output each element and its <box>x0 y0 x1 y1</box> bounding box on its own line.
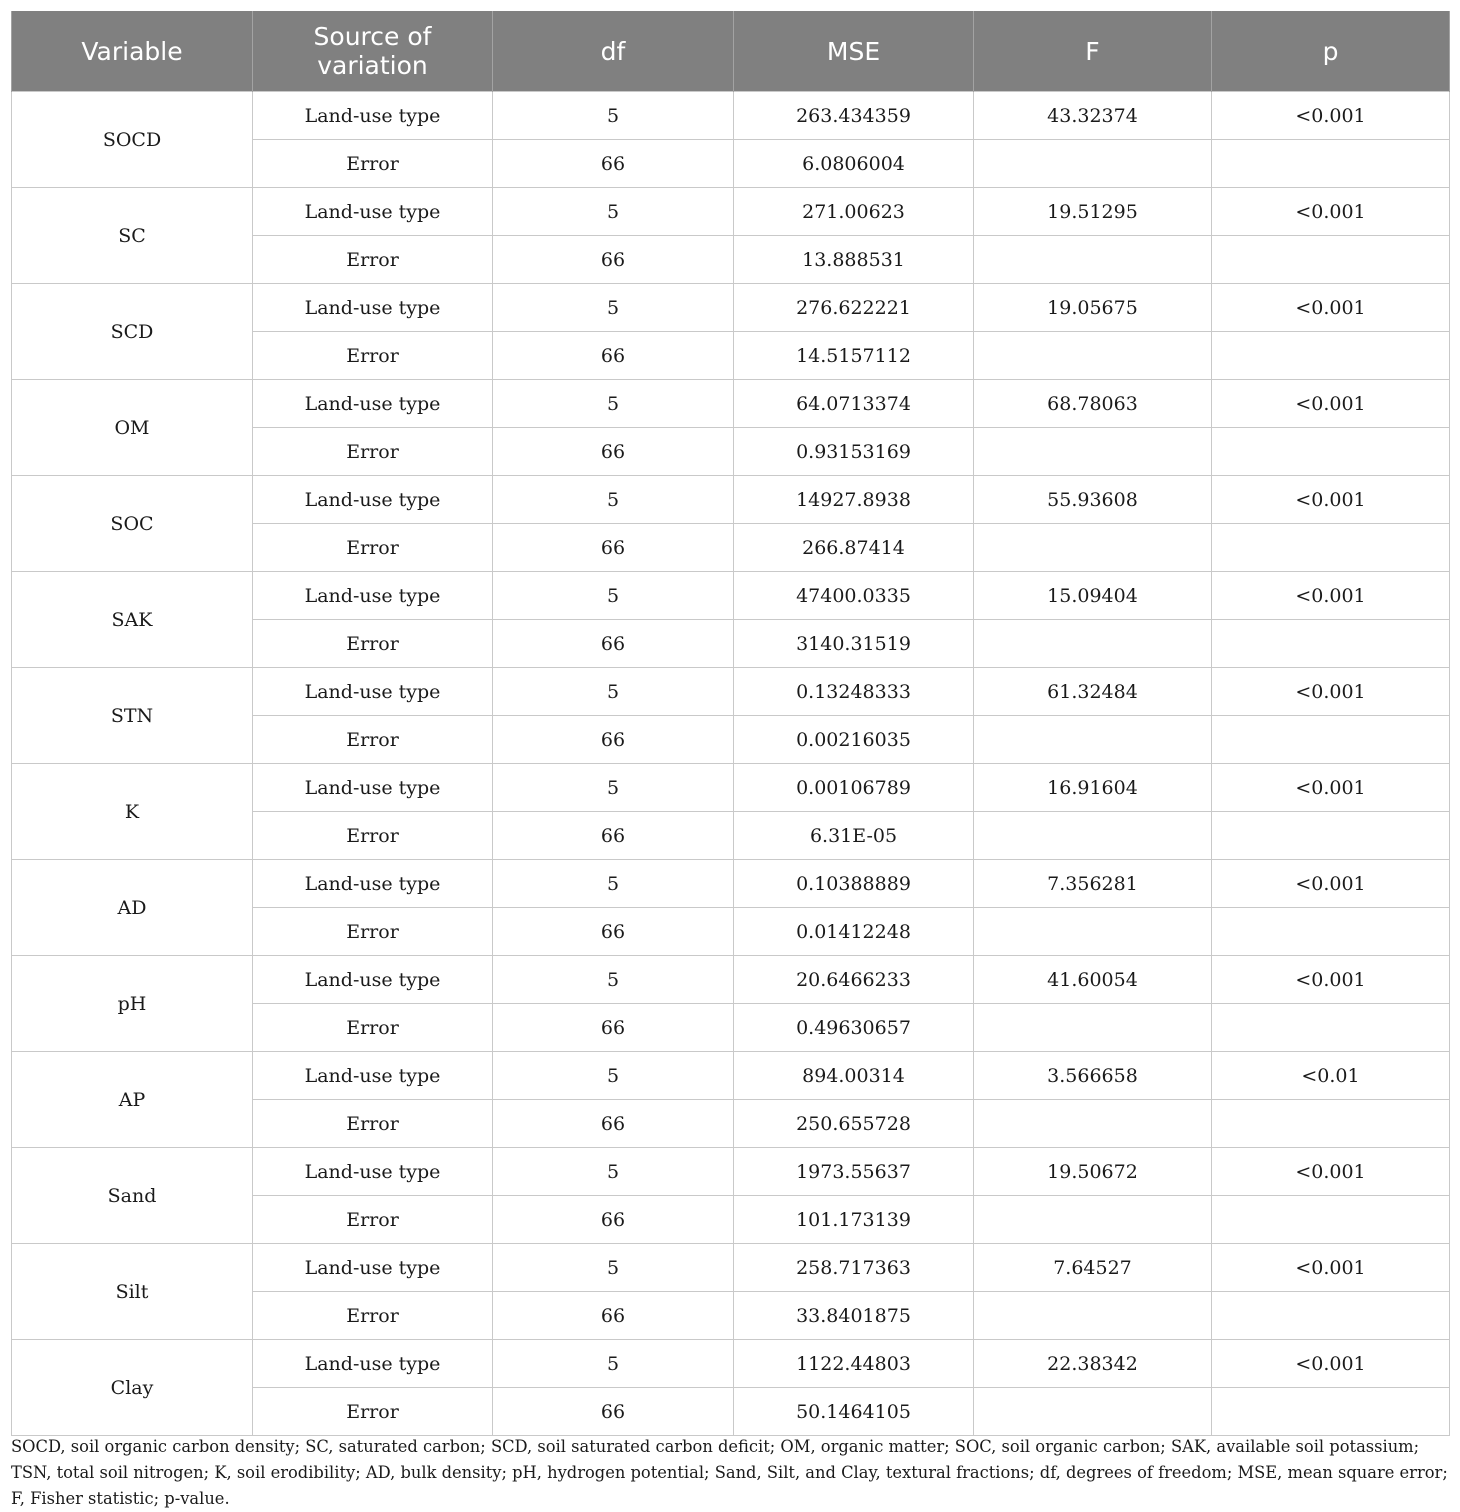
variable-cell: AD <box>12 860 253 956</box>
f-cell: 19.50672 <box>974 1148 1212 1196</box>
variable-cell: Silt <box>12 1244 253 1340</box>
source-cell: Land-use type <box>253 380 493 428</box>
mse-cell: 0.00106789 <box>734 764 974 812</box>
table-footnote: SOCD, soil organic carbon density; SC, saturated carbon; SCD, soil saturated carbon deficit; OM, organic matter; SOC, soil organic carbon; SAK, available soil potassium; TSN, total soil nitrogen; K, soil erodibility; AD, bulk density; pH, hydrogen potential; Sand, Silt, and Clay, textural fractions; df, degrees of freedom; MSE, mean square error; F, Fisher statistic; p-value. <box>11 1437 1448 1508</box>
source-cell: Land-use type <box>253 1340 493 1388</box>
f-cell: 3.566658 <box>974 1052 1212 1100</box>
table-row-effect <box>12 668 1450 716</box>
f-cell-empty <box>974 908 1212 956</box>
f-cell: 15.09404 <box>974 572 1212 620</box>
mse-cell: 250.655728 <box>734 1100 974 1148</box>
source-cell: Land-use type <box>253 476 493 524</box>
anova-table-container <box>11 11 1449 1436</box>
source-cell: Land-use type <box>253 956 493 1004</box>
f-cell-empty <box>974 1004 1212 1052</box>
f-cell-empty <box>974 812 1212 860</box>
mse-cell: 1973.55637 <box>734 1148 974 1196</box>
table-row-effect <box>12 380 1450 428</box>
mse-cell: 33.8401875 <box>734 1292 974 1340</box>
df-cell: 5 <box>493 956 734 1004</box>
source-cell: Error <box>253 428 493 476</box>
table-row-effect <box>12 92 1450 140</box>
mse-cell: 0.49630657 <box>734 1004 974 1052</box>
mse-cell: 14.5157112 <box>734 332 974 380</box>
p-cell: <0.001 <box>1212 860 1450 908</box>
source-cell: Error <box>253 1100 493 1148</box>
df-cell: 66 <box>493 140 734 188</box>
p-cell-empty <box>1212 428 1450 476</box>
table-row-effect <box>12 764 1450 812</box>
source-cell: Error <box>253 908 493 956</box>
mse-cell: 894.00314 <box>734 1052 974 1100</box>
table-row-effect <box>12 1340 1450 1388</box>
variable-cell: AP <box>12 1052 253 1148</box>
f-cell-empty <box>974 428 1212 476</box>
p-cell-empty <box>1212 1292 1450 1340</box>
source-cell: Land-use type <box>253 188 493 236</box>
table-row-effect <box>12 860 1450 908</box>
df-cell: 66 <box>493 332 734 380</box>
mse-cell: 13.888531 <box>734 236 974 284</box>
df-cell: 5 <box>493 380 734 428</box>
variable-cell: SOCD <box>12 92 253 188</box>
f-cell-empty <box>974 1388 1212 1436</box>
source-cell: Land-use type <box>253 1148 493 1196</box>
variable-cell: Clay <box>12 1340 253 1436</box>
mse-cell: 1122.44803 <box>734 1340 974 1388</box>
header-mse: MSE <box>734 11 974 92</box>
header-p: p <box>1212 11 1450 92</box>
df-cell: 5 <box>493 1244 734 1292</box>
df-cell: 5 <box>493 1052 734 1100</box>
df-cell: 5 <box>493 92 734 140</box>
df-cell: 5 <box>493 572 734 620</box>
f-cell-empty <box>974 140 1212 188</box>
source-cell: Error <box>253 332 493 380</box>
source-cell: Error <box>253 1292 493 1340</box>
mse-cell: 6.0806004 <box>734 140 974 188</box>
df-cell: 66 <box>493 716 734 764</box>
df-cell: 5 <box>493 1340 734 1388</box>
table-row-effect <box>12 1052 1450 1100</box>
df-cell: 66 <box>493 1004 734 1052</box>
f-cell: 7.356281 <box>974 860 1212 908</box>
variable-cell: K <box>12 764 253 860</box>
variable-cell: SCD <box>12 284 253 380</box>
df-cell: 66 <box>493 908 734 956</box>
source-cell: Land-use type <box>253 668 493 716</box>
table-row-effect <box>12 476 1450 524</box>
source-cell: Error <box>253 716 493 764</box>
table-body <box>12 92 1450 1436</box>
df-cell: 66 <box>493 524 734 572</box>
table-row-effect <box>12 1244 1450 1292</box>
df-cell: 5 <box>493 764 734 812</box>
df-cell: 5 <box>493 668 734 716</box>
df-cell: 66 <box>493 812 734 860</box>
p-cell: <0.001 <box>1212 1148 1450 1196</box>
p-cell: <0.001 <box>1212 668 1450 716</box>
f-cell-empty <box>974 332 1212 380</box>
table-row-effect <box>12 188 1450 236</box>
p-cell-empty <box>1212 812 1450 860</box>
f-cell: 68.78063 <box>974 380 1212 428</box>
source-cell: Error <box>253 140 493 188</box>
table-header <box>12 11 1450 92</box>
header-f: F <box>974 11 1212 92</box>
f-cell: 16.91604 <box>974 764 1212 812</box>
mse-cell: 47400.0335 <box>734 572 974 620</box>
mse-cell: 64.0713374 <box>734 380 974 428</box>
f-cell: 22.38342 <box>974 1340 1212 1388</box>
df-cell: 5 <box>493 860 734 908</box>
p-cell: <0.001 <box>1212 476 1450 524</box>
anova-table <box>11 11 1450 1436</box>
mse-cell: 266.87414 <box>734 524 974 572</box>
source-cell: Land-use type <box>253 1244 493 1292</box>
p-cell: <0.001 <box>1212 956 1450 1004</box>
variable-cell: SC <box>12 188 253 284</box>
p-cell: <0.01 <box>1212 1052 1450 1100</box>
source-cell: Error <box>253 236 493 284</box>
p-cell-empty <box>1212 716 1450 764</box>
source-cell: Error <box>253 620 493 668</box>
df-cell: 5 <box>493 1148 734 1196</box>
header-source-of-variation: Source of variation <box>253 11 493 92</box>
source-cell: Error <box>253 1004 493 1052</box>
f-cell-empty <box>974 620 1212 668</box>
p-cell: <0.001 <box>1212 572 1450 620</box>
source-cell: Land-use type <box>253 1052 493 1100</box>
variable-cell: STN <box>12 668 253 764</box>
df-cell: 66 <box>493 620 734 668</box>
header-df: df <box>493 11 734 92</box>
mse-cell: 14927.8938 <box>734 476 974 524</box>
p-cell-empty <box>1212 140 1450 188</box>
df-cell: 66 <box>493 1292 734 1340</box>
header-row <box>12 11 1450 92</box>
source-cell: Error <box>253 1196 493 1244</box>
df-cell: 5 <box>493 188 734 236</box>
mse-cell: 0.10388889 <box>734 860 974 908</box>
p-cell: <0.001 <box>1212 188 1450 236</box>
df-cell: 66 <box>493 236 734 284</box>
p-cell: <0.001 <box>1212 380 1450 428</box>
df-cell: 5 <box>493 476 734 524</box>
f-cell-empty <box>974 236 1212 284</box>
source-cell: Error <box>253 1388 493 1436</box>
table-row-effect <box>12 1148 1450 1196</box>
f-cell-empty <box>974 524 1212 572</box>
mse-cell: 0.93153169 <box>734 428 974 476</box>
p-cell-empty <box>1212 524 1450 572</box>
p-cell-empty <box>1212 1100 1450 1148</box>
mse-cell: 271.00623 <box>734 188 974 236</box>
f-cell: 19.51295 <box>974 188 1212 236</box>
p-cell: <0.001 <box>1212 1340 1450 1388</box>
header-variable: Variable <box>12 11 253 92</box>
mse-cell: 0.13248333 <box>734 668 974 716</box>
p-cell-empty <box>1212 620 1450 668</box>
table-row-effect <box>12 284 1450 332</box>
source-cell: Land-use type <box>253 572 493 620</box>
mse-cell: 258.717363 <box>734 1244 974 1292</box>
source-cell: Land-use type <box>253 92 493 140</box>
variable-cell: Sand <box>12 1148 253 1244</box>
df-cell: 66 <box>493 1196 734 1244</box>
table-row-effect <box>12 572 1450 620</box>
source-cell: Land-use type <box>253 860 493 908</box>
mse-cell: 20.6466233 <box>734 956 974 1004</box>
table-row-effect <box>12 956 1450 1004</box>
df-cell: 66 <box>493 428 734 476</box>
mse-cell: 0.00216035 <box>734 716 974 764</box>
p-cell: <0.001 <box>1212 92 1450 140</box>
p-cell-empty <box>1212 908 1450 956</box>
f-cell: 7.64527 <box>974 1244 1212 1292</box>
variable-cell: SOC <box>12 476 253 572</box>
f-cell: 19.05675 <box>974 284 1212 332</box>
mse-cell: 101.173139 <box>734 1196 974 1244</box>
variable-cell: SAK <box>12 572 253 668</box>
source-cell: Error <box>253 524 493 572</box>
source-cell: Land-use type <box>253 764 493 812</box>
f-cell-empty <box>974 1196 1212 1244</box>
mse-cell: 276.622221 <box>734 284 974 332</box>
p-cell: <0.001 <box>1212 764 1450 812</box>
mse-cell: 0.01412248 <box>734 908 974 956</box>
f-cell-empty <box>974 1292 1212 1340</box>
p-cell-empty <box>1212 236 1450 284</box>
f-cell: 61.32484 <box>974 668 1212 716</box>
variable-cell: pH <box>12 956 253 1052</box>
df-cell: 66 <box>493 1100 734 1148</box>
f-cell-empty <box>974 716 1212 764</box>
mse-cell: 263.434359 <box>734 92 974 140</box>
f-cell: 41.60054 <box>974 956 1212 1004</box>
f-cell: 55.93608 <box>974 476 1212 524</box>
f-cell-empty <box>974 1100 1212 1148</box>
df-cell: 5 <box>493 284 734 332</box>
p-cell-empty <box>1212 1004 1450 1052</box>
mse-cell: 50.1464105 <box>734 1388 974 1436</box>
p-cell: <0.001 <box>1212 284 1450 332</box>
df-cell: 66 <box>493 1388 734 1436</box>
p-cell-empty <box>1212 332 1450 380</box>
source-cell: Error <box>253 812 493 860</box>
mse-cell: 3140.31519 <box>734 620 974 668</box>
p-cell: <0.001 <box>1212 1244 1450 1292</box>
variable-cell: OM <box>12 380 253 476</box>
p-cell-empty <box>1212 1196 1450 1244</box>
p-cell-empty <box>1212 1388 1450 1436</box>
mse-cell: 6.31E-05 <box>734 812 974 860</box>
source-cell: Land-use type <box>253 284 493 332</box>
f-cell: 43.32374 <box>974 92 1212 140</box>
